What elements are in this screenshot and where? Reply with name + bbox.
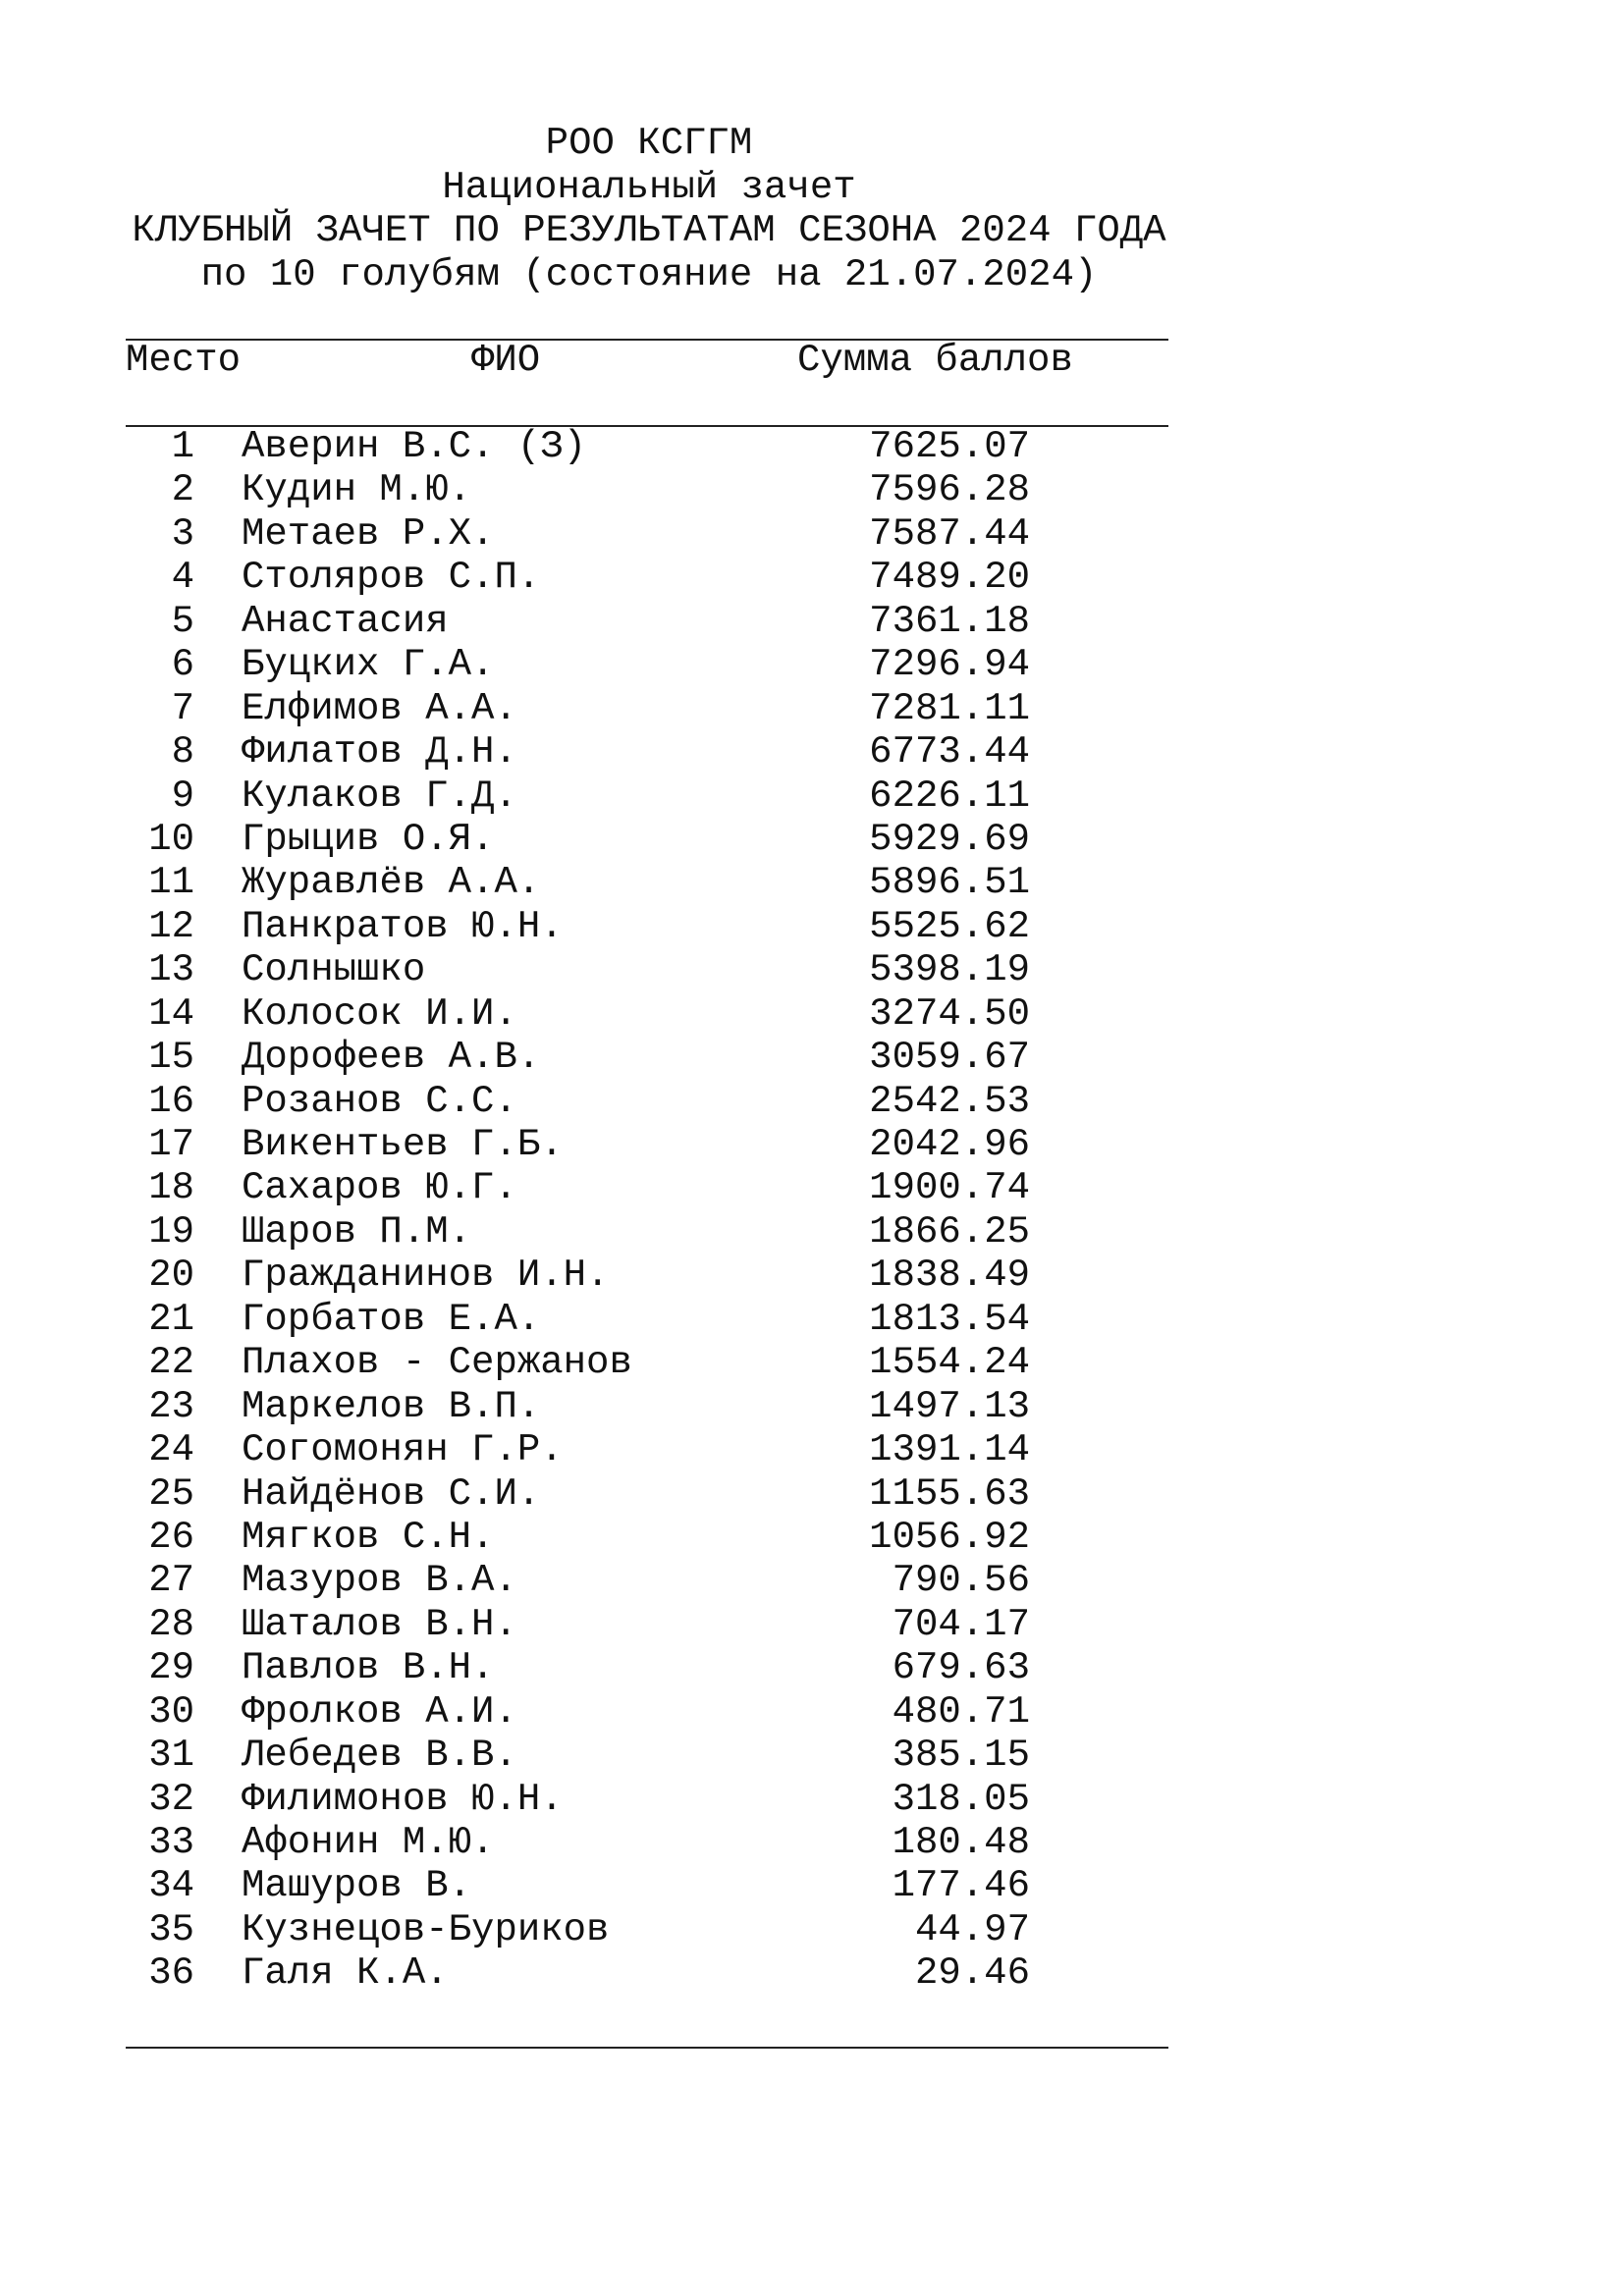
table-row (0, 861, 1624, 904)
row-name: Найдёнов С.И. (242, 1471, 541, 1516)
row-place: 32 (148, 1777, 194, 1821)
row-score: 3059.67 (869, 1036, 1030, 1080)
row-name: Фролков А.И. (242, 1689, 517, 1734)
table-row (0, 1341, 1624, 1384)
table-row (0, 1690, 1624, 1734)
row-place: 22 (148, 1341, 194, 1385)
row-score: 7587.44 (869, 511, 1030, 556)
row-score: 1838.49 (869, 1254, 1030, 1298)
row-score: 7361.18 (869, 599, 1030, 643)
table-row (0, 687, 1624, 730)
row-name: Гражданинов И.Н. (242, 1254, 610, 1298)
row-name: Мазуров В.А. (242, 1559, 517, 1603)
subtitle: Национальный зачет (442, 166, 856, 209)
row-score: 1497.13 (869, 1384, 1030, 1428)
row-place: 33 (148, 1821, 194, 1864)
row-name: Павлов В.Н. (242, 1646, 495, 1690)
row-place: 13 (148, 948, 194, 992)
column-header-place: Место (126, 339, 242, 382)
row-score: 7596.28 (869, 468, 1030, 512)
row-name: Дорофеев А.В. (242, 1036, 541, 1080)
row-place: 36 (148, 1951, 194, 1996)
row-place: 15 (148, 1036, 194, 1080)
table-row (0, 600, 1624, 643)
row-name: Анастасия (242, 599, 449, 643)
row-place: 30 (148, 1689, 194, 1734)
column-header-score: Сумма баллов (797, 339, 1073, 382)
row-score: 29.46 (914, 1951, 1030, 1996)
row-name: Согомонян Г.Р. (242, 1428, 564, 1472)
table-row (0, 1864, 1624, 1907)
table-row (0, 818, 1624, 861)
table-row (0, 1036, 1624, 1079)
row-place: 35 (148, 1907, 194, 1951)
table-row (0, 1778, 1624, 1821)
row-name: Розанов С.С. (242, 1079, 517, 1123)
table-row (0, 1472, 1624, 1516)
row-place: 5 (171, 599, 194, 643)
row-place: 27 (148, 1559, 194, 1603)
status-note: по 10 голубям (состояние на 21.07.2024) (200, 253, 1098, 296)
row-score: 180.48 (892, 1821, 1030, 1864)
table-row (0, 1298, 1624, 1341)
table-row (0, 1210, 1624, 1254)
table-row (0, 992, 1624, 1036)
row-name: Грыцив О.Я. (242, 817, 495, 861)
row-place: 6 (171, 643, 194, 687)
table-row (0, 556, 1624, 599)
row-score: 679.63 (892, 1646, 1030, 1690)
row-score: 5525.62 (869, 904, 1030, 948)
row-score: 1900.74 (869, 1166, 1030, 1210)
row-score: 1056.92 (869, 1515, 1030, 1559)
table-row (0, 730, 1624, 774)
row-place: 24 (148, 1428, 194, 1472)
row-name: Лебедев В.В. (242, 1734, 517, 1778)
row-score: 385.15 (892, 1734, 1030, 1778)
table-row (0, 468, 1624, 511)
row-place: 28 (148, 1602, 194, 1646)
row-score: 5929.69 (869, 817, 1030, 861)
row-name: Кудин М.Ю. (242, 468, 472, 512)
row-score: 704.17 (892, 1602, 1030, 1646)
row-name: Столяров С.П. (242, 556, 541, 600)
row-name: Аверин В.С. (З) (242, 425, 587, 468)
table-row (0, 1603, 1624, 1646)
table-row (0, 1516, 1624, 1559)
row-place: 16 (148, 1079, 194, 1123)
table-row (0, 774, 1624, 818)
row-name: Филатов Д.Н. (242, 730, 517, 774)
row-name: Шаров П.М. (242, 1209, 472, 1254)
row-score: 6226.11 (869, 774, 1030, 818)
row-place: 8 (171, 730, 194, 774)
row-name: Маркелов В.П. (242, 1384, 541, 1428)
row-name: Журавлёв А.А. (242, 861, 541, 905)
row-place: 31 (148, 1734, 194, 1778)
row-name: Галя К.А. (242, 1951, 449, 1996)
row-place: 25 (148, 1471, 194, 1516)
row-place: 29 (148, 1646, 194, 1690)
row-name: Колосок И.И. (242, 991, 517, 1036)
row-score: 2542.53 (869, 1079, 1030, 1123)
row-name: Кузнецов-Буриков (242, 1907, 610, 1951)
table-row (0, 512, 1624, 556)
row-place: 9 (171, 774, 194, 818)
row-score: 1391.14 (869, 1428, 1030, 1472)
row-score: 7296.94 (869, 643, 1030, 687)
row-name: Мягков С.Н. (242, 1515, 495, 1559)
row-name: Панкратов Ю.Н. (242, 904, 564, 948)
page-title: КЛУБНЫЙ ЗАЧЕТ ПО РЕЗУЛЬТАТАМ СЕЗОНА 2024 ГОДА (132, 209, 1166, 252)
table-row (0, 1734, 1624, 1777)
row-place: 34 (148, 1864, 194, 1908)
row-name: Афонин М.Ю. (242, 1821, 495, 1864)
row-place: 17 (148, 1123, 194, 1166)
table-row (0, 1428, 1624, 1471)
row-place: 2 (171, 468, 194, 512)
table-row (0, 1166, 1624, 1209)
row-place: 14 (148, 991, 194, 1036)
row-score: 2042.96 (869, 1123, 1030, 1166)
row-score: 7625.07 (869, 425, 1030, 468)
row-place: 11 (148, 861, 194, 905)
row-place: 1 (171, 425, 194, 468)
row-score: 44.97 (914, 1907, 1030, 1951)
row-score: 1554.24 (869, 1341, 1030, 1385)
row-place: 10 (148, 817, 194, 861)
row-place: 3 (171, 511, 194, 556)
table-row (0, 643, 1624, 686)
row-place: 7 (171, 686, 194, 730)
row-name: Кулаков Г.Д. (242, 774, 517, 818)
row-score: 7489.20 (869, 556, 1030, 600)
row-name: Машуров В. (242, 1864, 472, 1908)
row-place: 19 (148, 1209, 194, 1254)
row-name: Буцких Г.А. (242, 643, 495, 687)
row-name: Плахов - Сержанов (242, 1341, 632, 1385)
table-row (0, 1123, 1624, 1166)
row-score: 480.71 (892, 1689, 1030, 1734)
row-place: 4 (171, 556, 194, 600)
table-row (0, 905, 1624, 948)
row-score: 1866.25 (869, 1209, 1030, 1254)
table-row (0, 1951, 1624, 1995)
row-score: 6773.44 (869, 730, 1030, 774)
table-row (0, 1821, 1624, 1864)
row-score: 318.05 (892, 1777, 1030, 1821)
row-score: 5398.19 (869, 948, 1030, 992)
row-name: Метаев Р.Х. (242, 511, 495, 556)
table-row (0, 1080, 1624, 1123)
ranking-table (0, 425, 1624, 1996)
row-place: 23 (148, 1384, 194, 1428)
row-score: 1155.63 (869, 1471, 1030, 1516)
table-row (0, 1559, 1624, 1602)
row-name: Сахаров Ю.Г. (242, 1166, 517, 1210)
row-score: 1813.54 (869, 1297, 1030, 1341)
row-place: 20 (148, 1254, 194, 1298)
table-row (0, 1254, 1624, 1297)
bottom-rule (126, 2047, 1168, 2049)
row-name: Филимонов Ю.Н. (242, 1777, 564, 1821)
row-place: 26 (148, 1515, 194, 1559)
row-name: Елфимов А.А. (242, 686, 517, 730)
row-place: 12 (148, 904, 194, 948)
row-score: 3274.50 (869, 991, 1030, 1036)
row-score: 177.46 (892, 1864, 1030, 1908)
table-row (0, 1646, 1624, 1689)
table-row (0, 948, 1624, 991)
table-row (0, 425, 1624, 468)
table-row (0, 1385, 1624, 1428)
org-title: РОО КСГГМ (545, 122, 753, 165)
column-header-name: ФИО (471, 339, 541, 382)
row-score: 790.56 (892, 1559, 1030, 1603)
row-name: Солнышко (242, 948, 426, 992)
row-place: 21 (148, 1297, 194, 1341)
table-row (0, 1908, 1624, 1951)
row-name: Викентьев Г.Б. (242, 1123, 564, 1166)
row-name: Горбатов Е.А. (242, 1297, 541, 1341)
row-name: Шаталов В.Н. (242, 1602, 517, 1646)
row-score: 5896.51 (869, 861, 1030, 905)
row-place: 18 (148, 1166, 194, 1210)
row-score: 7281.11 (869, 686, 1030, 730)
